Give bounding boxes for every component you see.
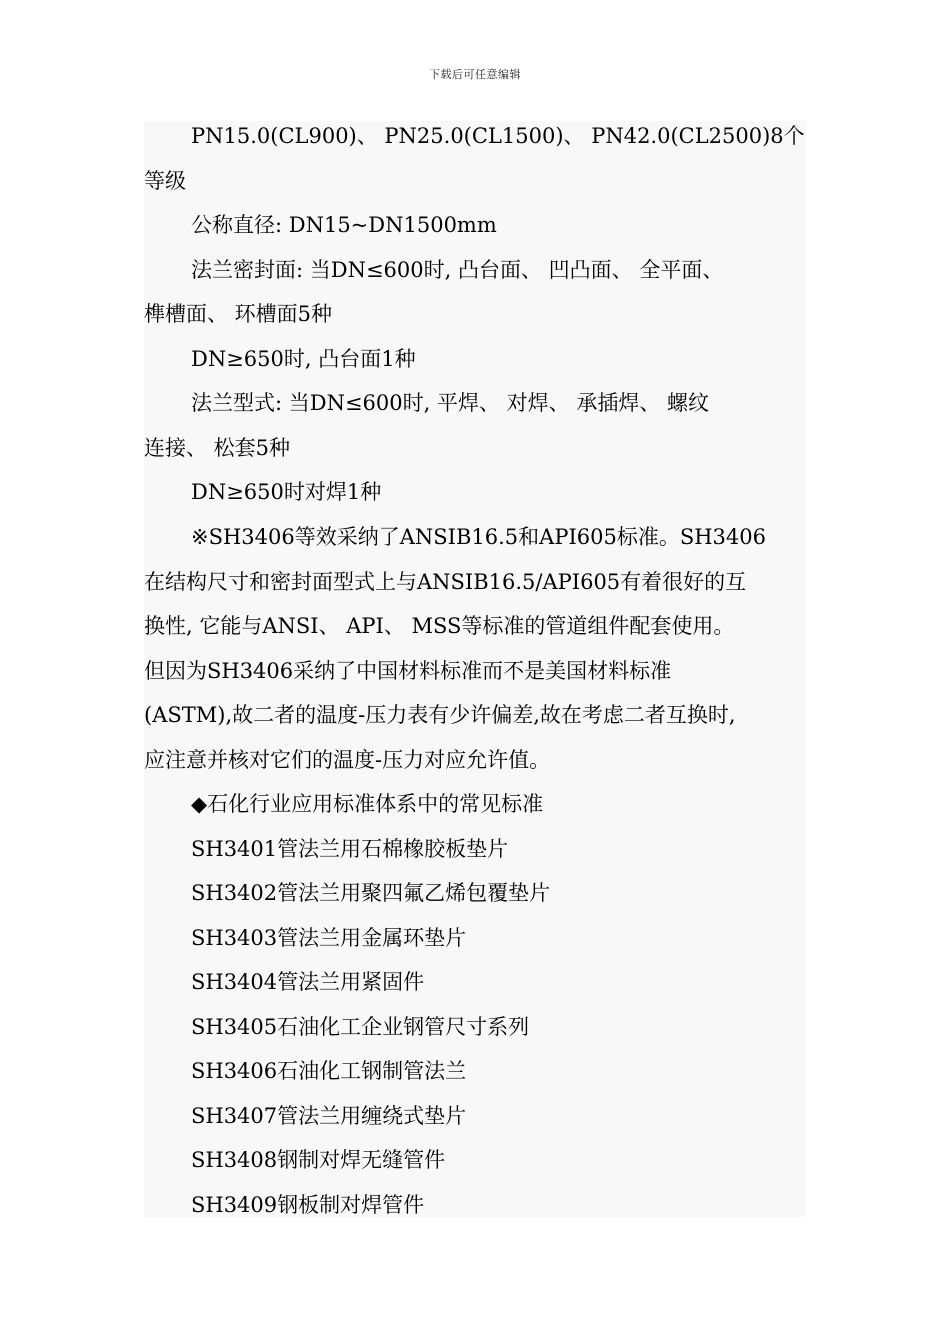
text-line: 等级 <box>144 169 186 193</box>
list-item: SH3408钢制对焊无缝管件 <box>191 1148 446 1172</box>
page-header: 下载后可任意编辑 <box>429 68 521 81</box>
text-line: ※SH3406等效采纳了ANSIB16.5和API605标准。SH3406 <box>191 525 766 549</box>
list-item: SH3404管法兰用紧固件 <box>191 970 425 994</box>
section-heading: ◆石化行业应用标准体系中的常见标准 <box>191 792 544 816</box>
text-line: 公称直径: DN15~DN1500mm <box>191 213 497 237</box>
text-line: 但因为SH3406采纳了中国材料标准而不是美国材料标准 <box>144 659 672 683</box>
list-item: SH3406石油化工钢制管法兰 <box>191 1059 467 1083</box>
document-body <box>144 121 806 1217</box>
text-line: DN≥650时, 凸台面1种 <box>191 347 416 371</box>
list-item: SH3403管法兰用金属环垫片 <box>191 926 467 950</box>
list-item: SH3405石油化工企业钢管尺寸系列 <box>191 1015 530 1039</box>
text-line: 在结构尺寸和密封面型式上与ANSIB16.5/API605有着很好的互 <box>144 570 747 594</box>
text-line: DN≥650时对焊1种 <box>191 480 382 504</box>
text-line: (ASTM),故二者的温度-压力表有少许偏差,故在考虑二者互换时, <box>144 703 736 727</box>
text-line: PN15.0(CL900)、 PN25.0(CL1500)、 PN42.0(CL2500)8个 <box>191 124 805 148</box>
list-item: SH3402管法兰用聚四氟乙烯包覆垫片 <box>191 881 551 905</box>
text-line: 法兰密封面: 当DN≤600时, 凸台面、 凹凸面、 全平面、 <box>191 258 724 282</box>
text-line: 换性, 它能与ANSI、 API、 MSS等标准的管道组件配套使用。 <box>144 614 735 638</box>
text-line: 榫槽面、 环槽面5种 <box>144 302 333 326</box>
list-item: SH3401管法兰用石棉橡胶板垫片 <box>191 837 509 861</box>
list-item: SH3407管法兰用缠绕式垫片 <box>191 1104 467 1128</box>
list-item: SH3409钢板制对焊管件 <box>191 1193 425 1217</box>
text-line: 法兰型式: 当DN≤600时, 平焊、 对焊、 承插焊、 螺纹 <box>191 391 710 415</box>
text-line: 连接、 松套5种 <box>144 436 291 460</box>
text-line: 应注意并核对它们的温度-压力对应允许值。 <box>144 748 551 772</box>
